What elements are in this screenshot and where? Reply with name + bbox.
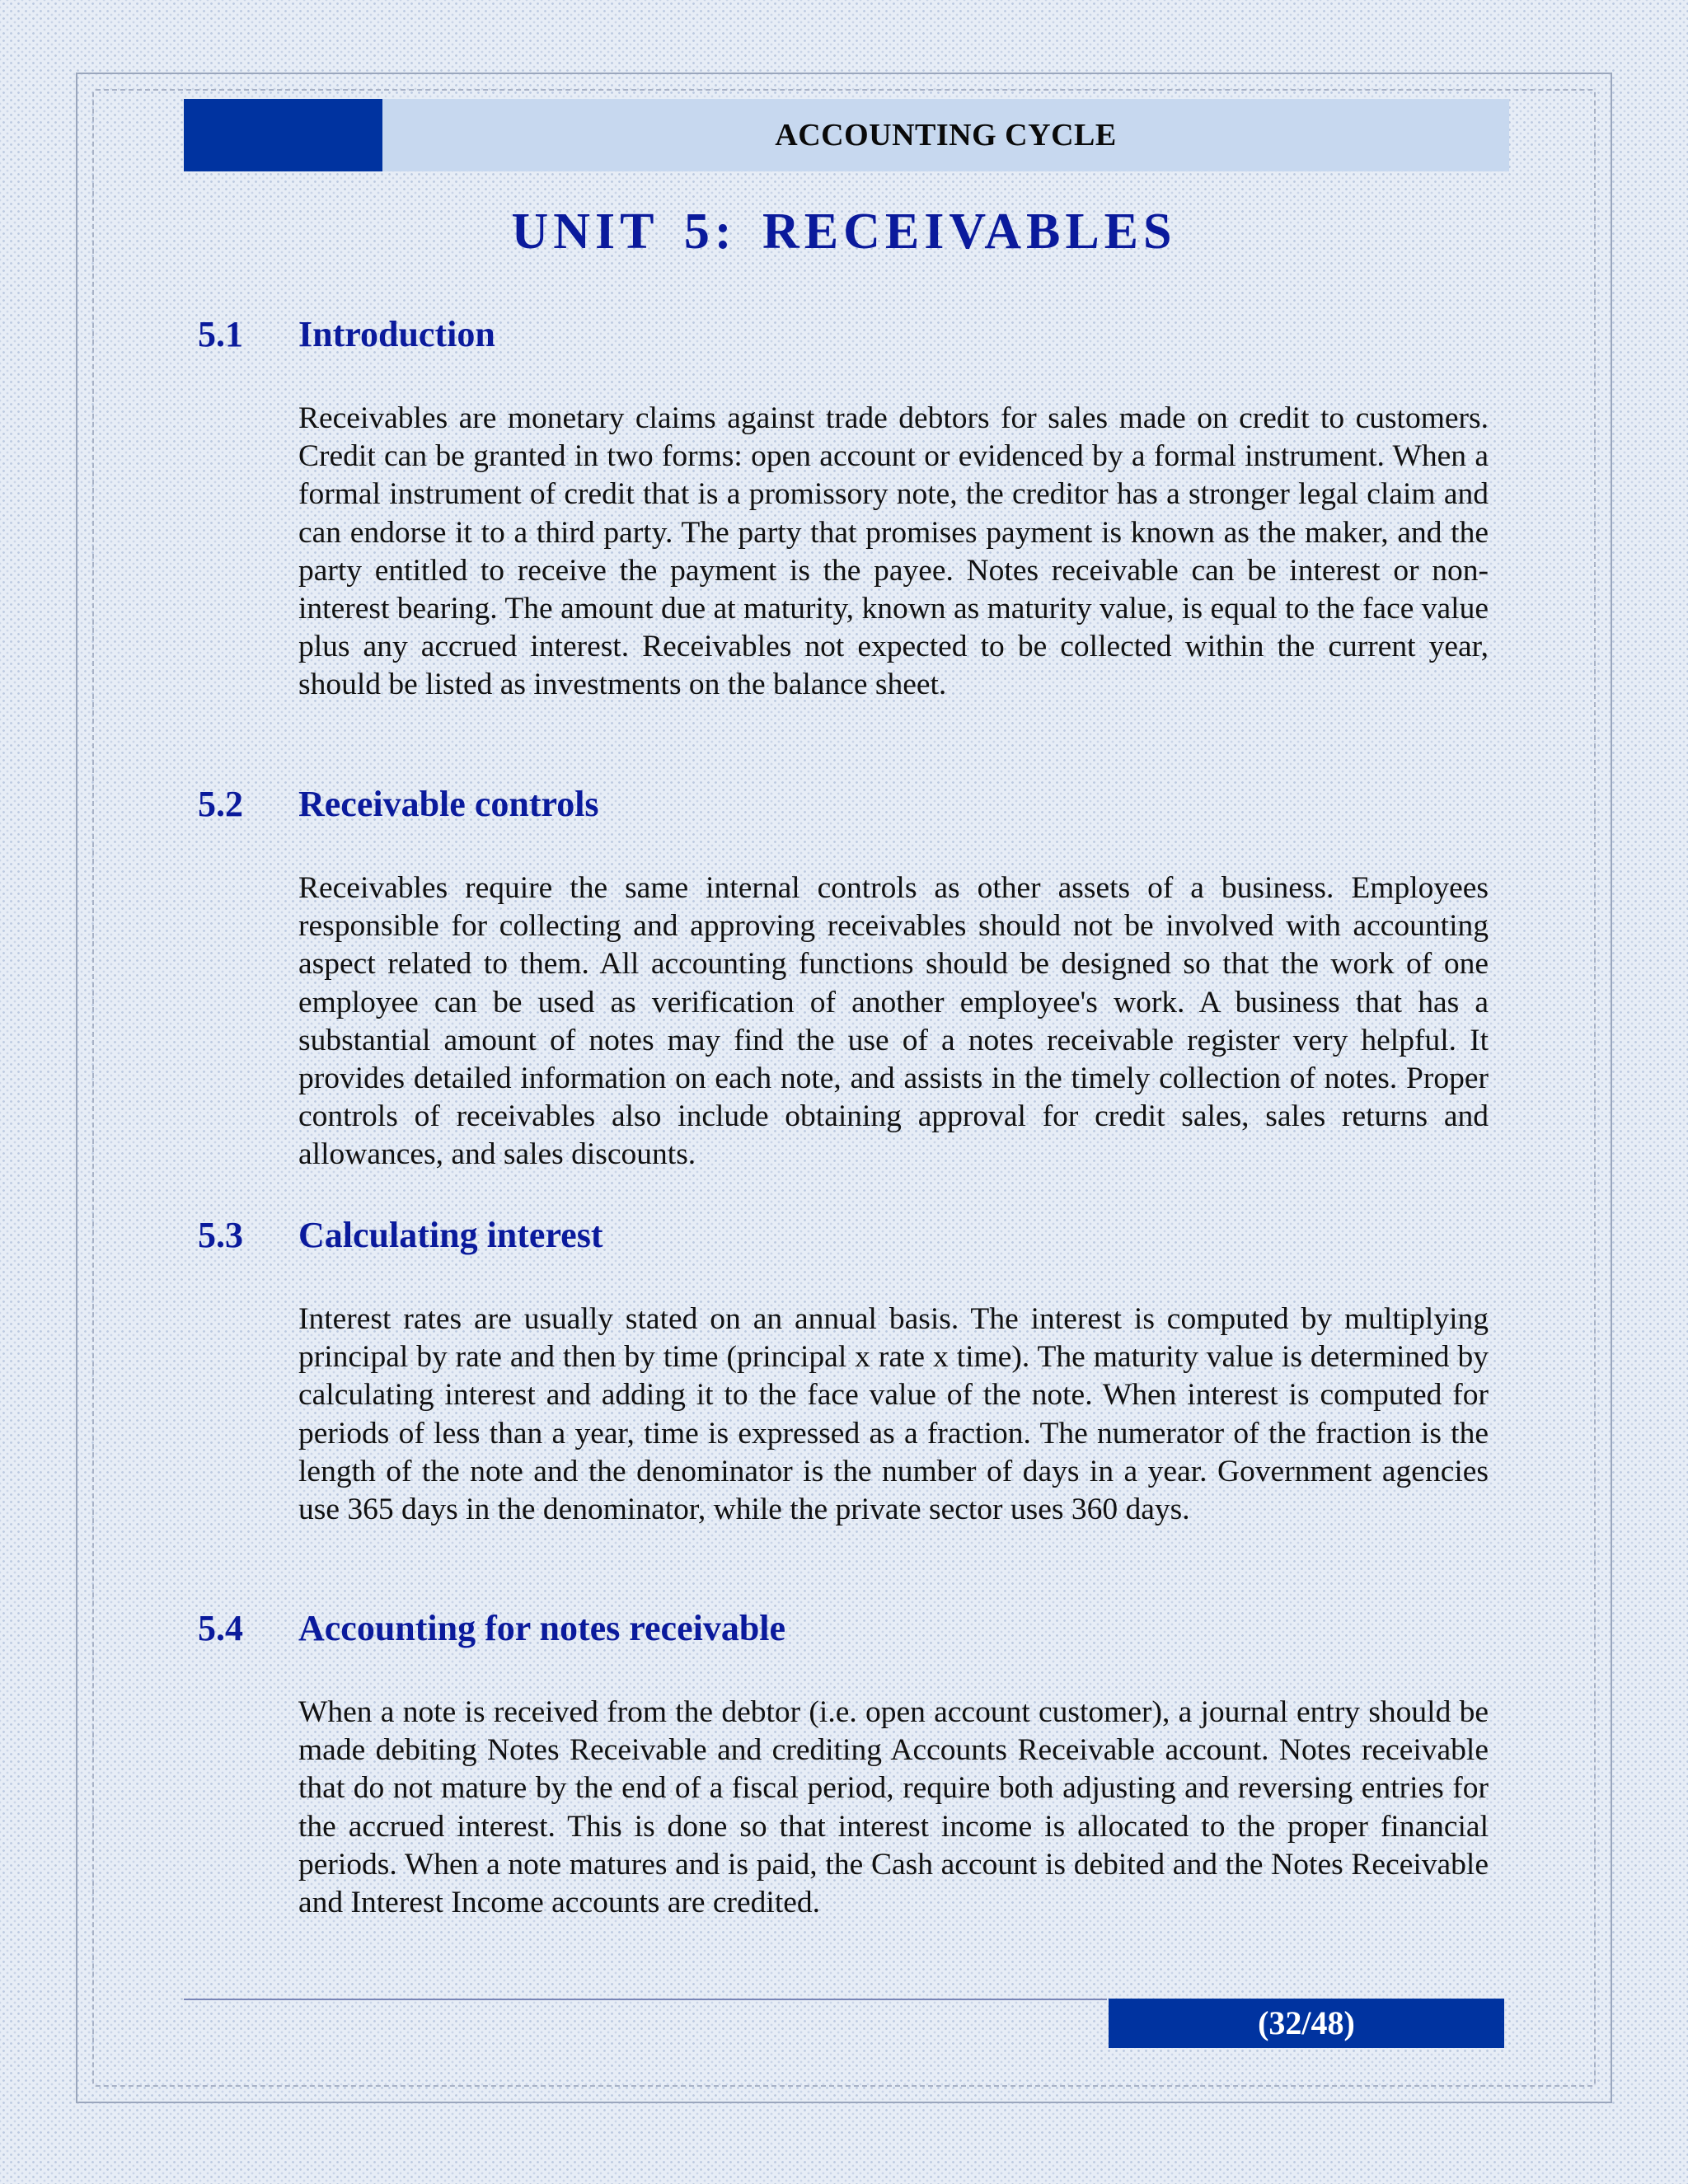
header-bar: [184, 99, 1509, 171]
section-body-introduction: Receivables are monetary claims against trade debtors for sales made on credit to customers. Credit can be granted in two forms: open account or evidenced by a formal instrument. When a formal instrument of credit that is a promissory note, the creditor has a stronger legal claim and can endorse it to a third party. The party that promises payment is known as the maker, and the party entitled to receive the payment is the payee. Notes receivable can be interest or non-interest bearing. The amount due at maturity, known as maturity value, is equal to the face value plus any accrued interest. Receivables not expected to be collected within the current year, should be listed as investments on the balance sheet.: [298, 401, 1489, 702]
header-accent-block: [184, 99, 382, 171]
section-number: 5.1: [198, 314, 243, 354]
unit-title: UNIT 5: RECEIVABLES: [511, 204, 1177, 260]
section-body-accounting-notes-receivable: When a note is received from the debtor (i.e. open account customer), a journal entry should be made debiting Notes Receivable and crediting Accounts Receivable account. Notes receivable that do not mature by the end of a fiscal period, require both adjusting and reversing entries for the accrued interest. This is done so that interest income is allocated to the proper financial periods. When a note matures and is paid, the Cash account is debited and the Notes Receivable and Interest Income accounts are credited.: [298, 1695, 1489, 1920]
section-number: 5.4: [198, 1608, 243, 1648]
section-body-calculating-interest: Interest rates are usually stated on an annual basis. The interest is computed by multiplying principal by rate and then by time (principal x rate x time). The maturity value is determined by calculating interest and adding it to the face value of the note. When interest is computed for periods of less than a year, time is expressed as a fraction. The numerator of the fraction is the length of the note and the denominator is the number of days in a year. Government agencies use 365 days in the denominator, while the private sector uses 360 days.: [298, 1302, 1489, 1527]
section-number: 5.3: [198, 1215, 243, 1255]
header-title: ACCOUNTING CYCLE: [775, 118, 1117, 152]
section-title: Accounting for notes receivable: [298, 1608, 786, 1648]
section-title: Introduction: [298, 314, 495, 354]
page-number-badge: (32/48): [1109, 1999, 1504, 2048]
section-number: 5.2: [198, 784, 243, 824]
section-body-receivable-controls: Receivables require the same internal controls as other assets of a business. Employees responsible for collecting and approving receivables should not be involved with accounting aspect related to them. All accounting functions should be designed so that the work of one employee can be used as verification of another employee's work. A business that has a substantial amount of notes may find the use of a notes receivable register very helpful. It provides detailed information on each note, and assists in the timely collection of notes. Proper controls of receivables also include obtaining approval for credit sales, sales returns and allowances, and sales discounts.: [298, 871, 1489, 1172]
footer-rule: [184, 1999, 1107, 2000]
section-title: Receivable controls: [298, 784, 599, 824]
section-title: Calculating interest: [298, 1215, 603, 1255]
